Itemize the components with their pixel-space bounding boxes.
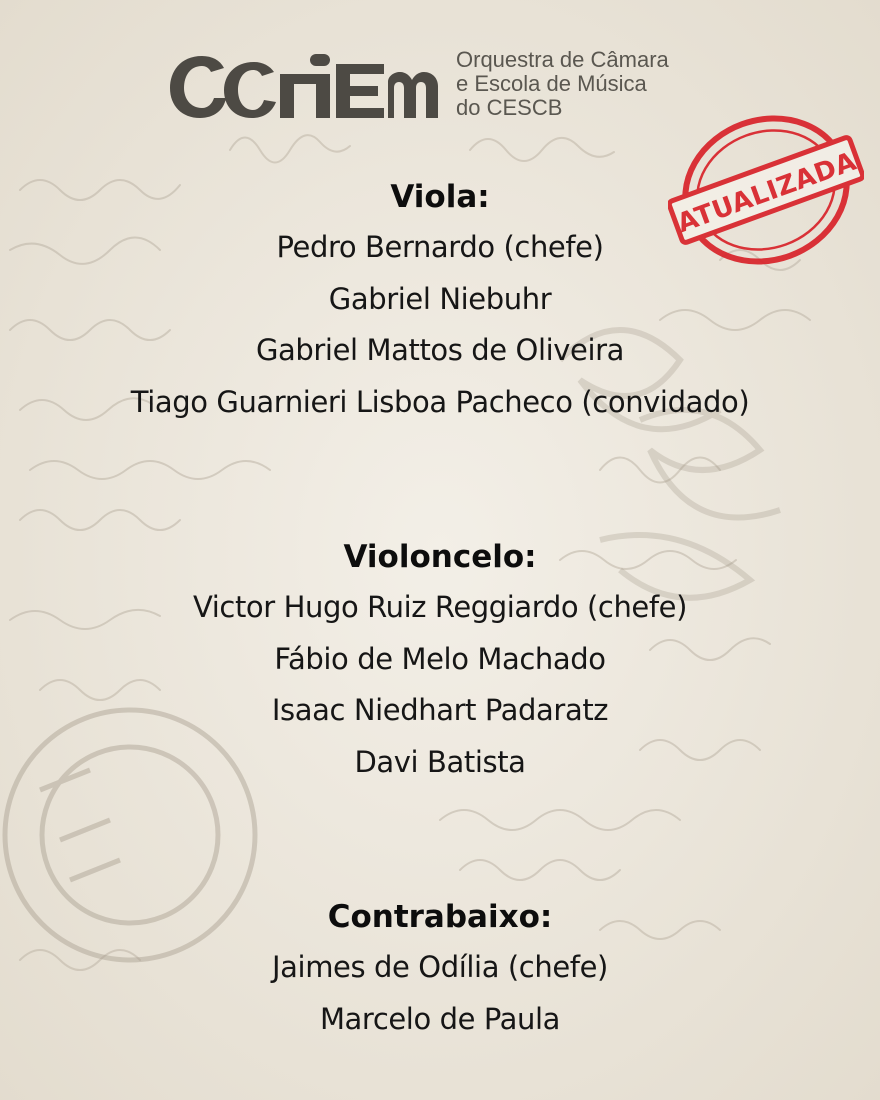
member-name: Marcelo de Paula	[319, 1001, 561, 1036]
member-name: Victor Hugo Ruiz Reggiardo (chefe)	[192, 590, 688, 624]
orchestra-name	[456, 48, 669, 120]
orchestra-name-line-1: Orquestra de Câmara	[456, 47, 669, 72]
section-contrabaixo	[0, 892, 880, 1045]
member-name: Pedro Bernardo (chefe)	[276, 230, 604, 264]
section-violoncelo	[0, 532, 880, 788]
section-viola	[0, 172, 880, 428]
stamp-text: ATUALIZADA	[673, 146, 861, 240]
member-name: Gabriel Niebuhr	[328, 281, 552, 316]
section-heading: Contrabaixo:	[327, 899, 553, 935]
member-name: Jaimes de Odília (chefe)	[272, 950, 608, 984]
section-heading: Violoncelo:	[343, 539, 537, 575]
member-name: Tiago Guarnieri Lisboa Pacheco (convidado)	[130, 384, 750, 419]
orchestra-name-line-3: do CESCB	[456, 95, 563, 120]
member-name: Davi Batista	[354, 744, 526, 779]
member-name: Fábio de Melo Machado	[274, 641, 606, 676]
orchestra-name-line-2: e Escola de Música	[456, 71, 647, 96]
member-name: Isaac Niedhart Padaratz	[271, 693, 609, 728]
section-heading: Viola:	[390, 179, 490, 215]
member-name: Gabriel Mattos de Oliveira	[255, 333, 625, 368]
header-logo	[168, 48, 728, 124]
ocaeem-logo-mark-icon	[168, 48, 440, 124]
